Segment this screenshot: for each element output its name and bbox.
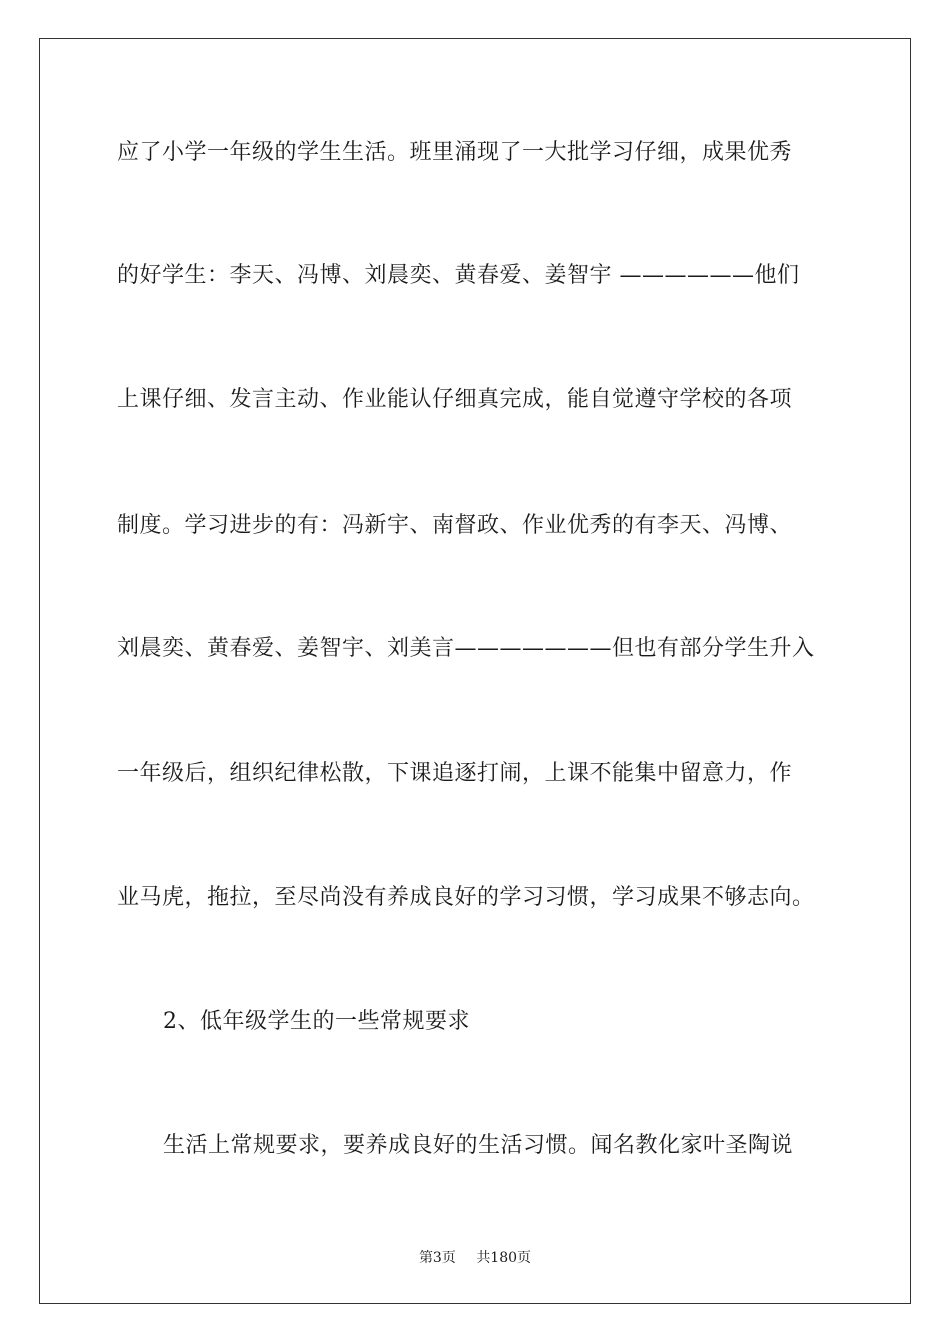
body-text-line: 刘晨奕、黄春爱、姜智宇、刘美言———————但也有部分学生升入 — [117, 636, 815, 661]
page-footer — [0, 1249, 950, 1267]
page-total: 共180页 — [476, 1250, 532, 1266]
section-heading: 2、低年级学生的一些常规要求 — [163, 1009, 470, 1034]
body-text-line: 业马虎，拖拉，至尽尚没有养成良好的学习习惯，学习成果不够志向。 — [117, 885, 815, 910]
body-text-line: 制度。学习进步的有：冯新宇、南督政、作业优秀的有李天、冯博、 — [117, 513, 793, 538]
body-text-line: 上课仔细、发言主动、作业能认仔细真完成，能自觉遵守学校的各项 — [117, 387, 793, 412]
body-text-line: 的好学生：李天、冯博、刘晨奕、黄春爱、姜智宇 ——————他们 — [117, 263, 800, 288]
page-border — [39, 38, 911, 1304]
body-text-line: 应了小学一年级的学生生活。班里涌现了一大批学习仔细，成果优秀 — [117, 140, 793, 165]
body-text-line: 一年级后，组织纪律松散，下课追逐打闹，上课不能集中留意力，作 — [117, 761, 793, 786]
paragraph-start-line: 生活上常规要求，要养成良好的生活习惯。闻名教化家叶圣陶说 — [163, 1133, 794, 1158]
page-number: 第3页 — [418, 1250, 456, 1266]
